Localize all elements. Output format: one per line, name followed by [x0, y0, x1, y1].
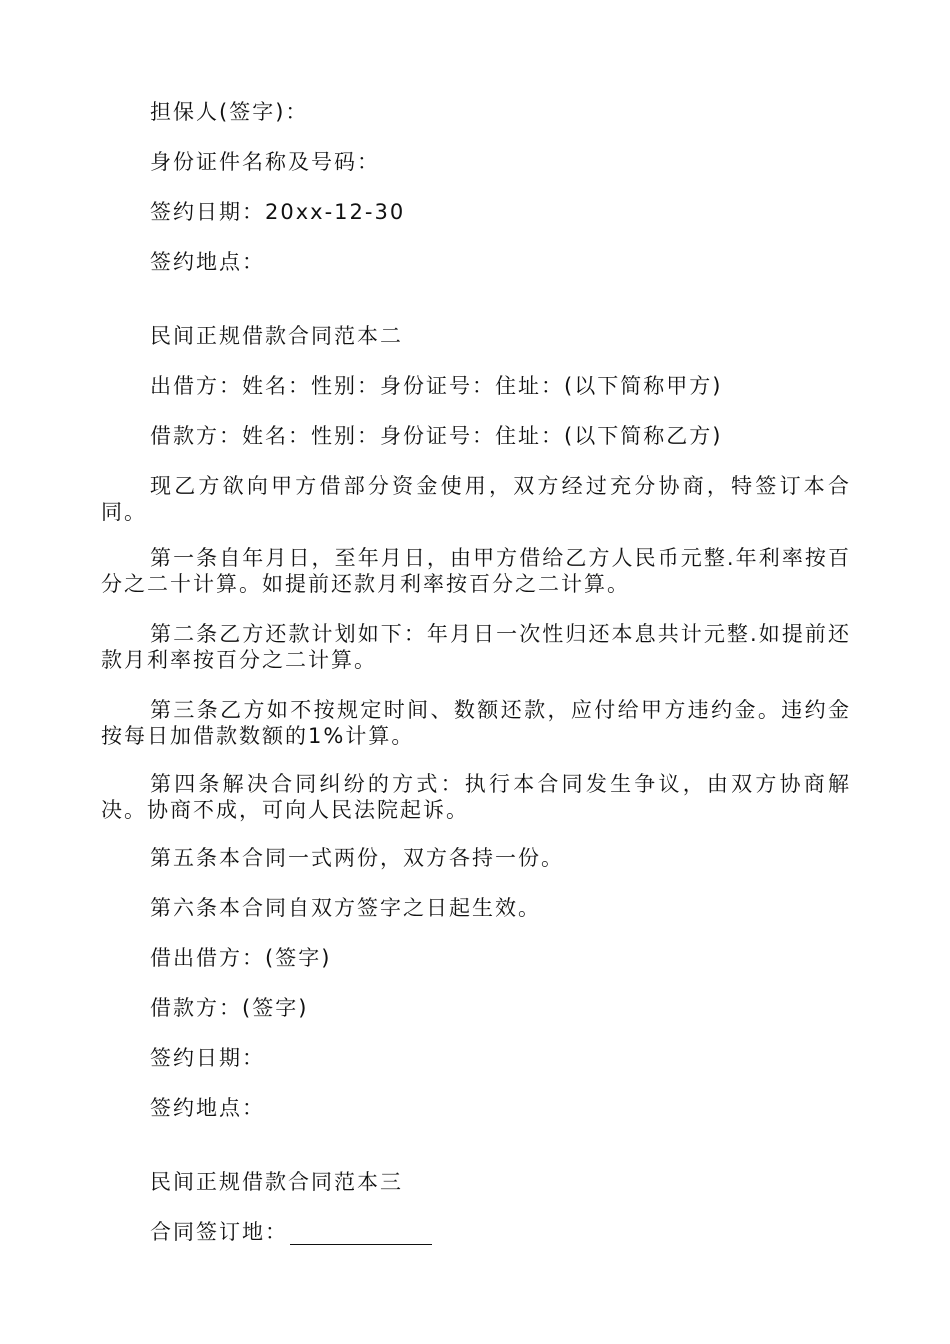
- signing-date-line: 签约日期：20xx-12-30: [150, 200, 406, 224]
- borrower-signature-line: 借款方：(签字): [150, 996, 309, 1020]
- guarantor-signature-line: 担保人(签字)：: [150, 100, 309, 124]
- borrower-info-line: 借款方：姓名：性别：身份证号：住址：(以下简称乙方): [150, 424, 723, 448]
- id-document-line: 身份证件名称及号码：: [150, 150, 380, 174]
- lender-signature-line: 借出借方：(签字): [150, 946, 332, 970]
- article-two-paragraph: 第二条乙方还款计划如下：年月日一次性归还本息共计元整.如提前还款月利率按百分之二计算。: [101, 622, 851, 672]
- article-six-line: 第六条本合同自双方签字之日起生效。: [150, 896, 541, 920]
- article-four-paragraph: 第四条解决合同纠纷的方式：执行本合同发生争议，由双方协商解决。协商不成，可向人民法院起诉。: [101, 772, 851, 822]
- contract-place-label: 合同签订地：: [150, 1220, 288, 1244]
- contract-place-blank: [290, 1224, 432, 1245]
- article-one-paragraph: 第一条自年月日，至年月日，由甲方借给乙方人民币元整.年利率按百分之二十计算。如提前还款月利率按百分之二计算。: [101, 546, 851, 596]
- signing-date-line-two: 签约日期：: [150, 1046, 265, 1070]
- section-title-three: 民间正规借款合同范本三: [150, 1170, 403, 1194]
- section-title-two: 民间正规借款合同范本二: [150, 324, 403, 348]
- contract-place-line: [150, 1219, 432, 1245]
- article-three-paragraph: 第三条乙方如不按规定时间、数额还款，应付给甲方违约金。违约金按每日加借款数额的1%计算。: [101, 698, 851, 748]
- lender-info-line: 出借方：姓名：性别：身份证号：住址：(以下简称甲方): [150, 374, 723, 398]
- signing-place-line-two: 签约地点：: [150, 1096, 265, 1120]
- article-five-line: 第五条本合同一式两份，双方各持一份。: [150, 846, 564, 870]
- signing-place-line: 签约地点：: [150, 250, 265, 274]
- intro-paragraph: 现乙方欲向甲方借部分资金使用，双方经过充分协商，特签订本合同。: [101, 474, 851, 524]
